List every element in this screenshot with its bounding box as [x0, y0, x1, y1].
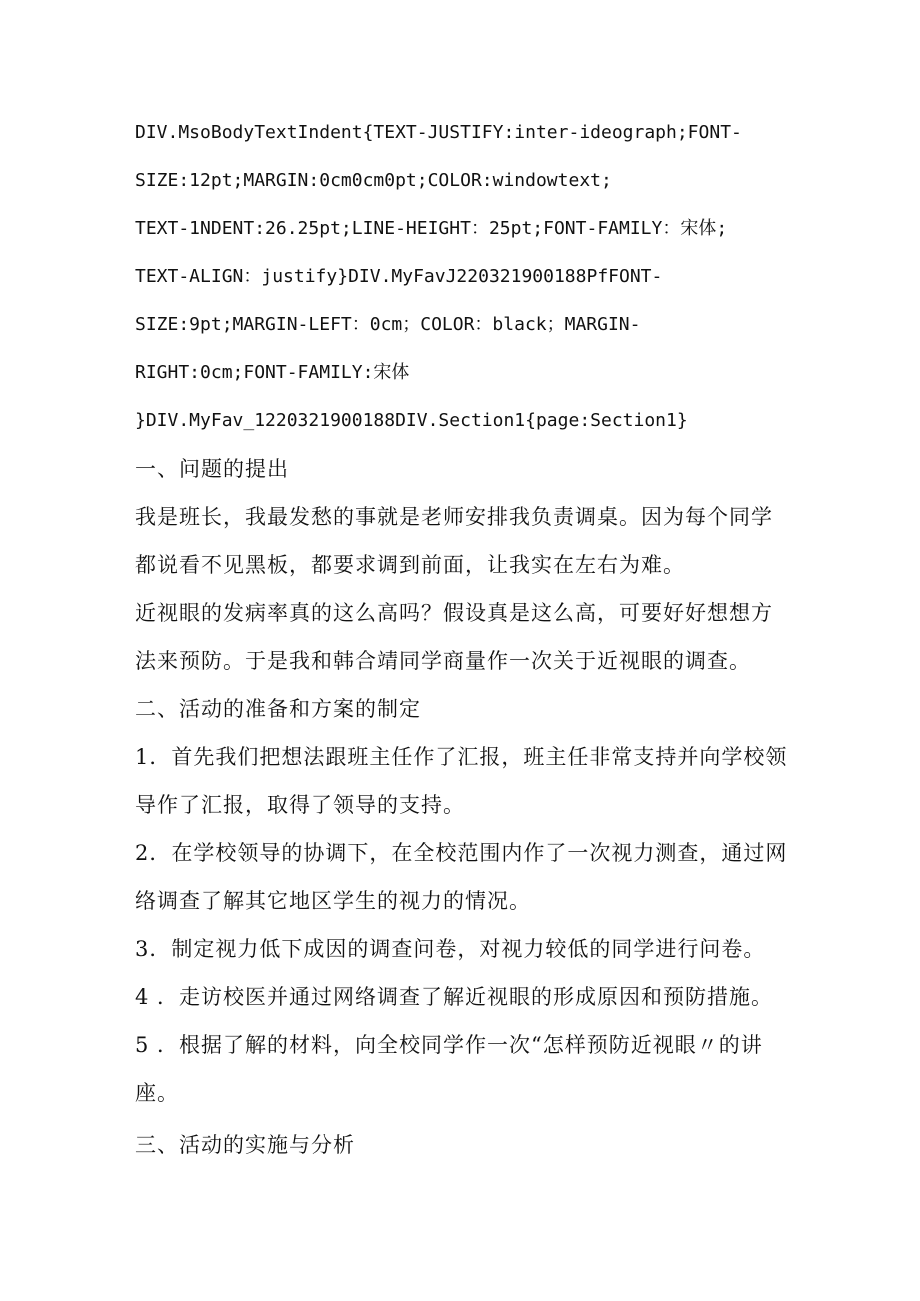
css-code-line-5: SIZE:9pt;MARGIN-LEFT：0cm；COLOR：black；MARGIN- — [135, 314, 641, 335]
paragraph-1-line-1: 我是班长，我最发愁的事就是老师安排我负责调桌。因为每个同学 — [135, 505, 773, 529]
css-code-line-4: TEXT-ALIGN：justify}DIV.MyFavJ220321900188PfFONT- — [135, 266, 663, 287]
paragraph-1-line-2: 都说看不见黑板，都要求调到前面，让我实在左右为难。 — [135, 553, 685, 577]
list-item-4: 4 ．走访校医并通过网络调查了解近视眼的形成原因和预防措施。 — [135, 985, 774, 1009]
list-item-1-line-2: 导作了汇报，取得了领导的支持。 — [135, 793, 465, 817]
section-heading-3: 三、活动的实施与分析 — [135, 1133, 355, 1157]
css-code-line-6: RIGHT:0cm;FONT-FAMILY:宋体 — [135, 362, 410, 383]
css-code-line-2: SIZE:12pt;MARGIN:0cm0cm0pt;COLOR:windowtext; — [135, 170, 612, 191]
list-item-5-line-1: 5 ．根据了解的材料，向全校同学作一次“怎样预防近视眼〃的讲 — [135, 1033, 763, 1057]
section-heading-2: 二、活动的准备和方案的制定 — [135, 697, 421, 721]
list-item-1-line-1: 1．首先我们把想法跟班主任作了汇报，班主任非常支持并向学校领 — [135, 745, 788, 769]
css-code-line-1: DIV.MsoBodyTextIndent{TEXT-JUSTIFY:inter-ideograph;FONT- — [135, 122, 742, 143]
list-item-3: 3．制定视力低下成因的调查问卷，对视力较低的同学进行问卷。 — [135, 937, 766, 961]
paragraph-2-line-2: 法来预防。于是我和韩合靖同学商量作一次关于近视眼的调查。 — [135, 649, 751, 673]
css-code-line-3: TEXT-1NDENT:26.25pt;LINE-HEIGHT：25pt;FONT-FAMILY：宋体; — [135, 218, 728, 239]
list-item-2-line-2: 络调查了解其它地区学生的视力的情况。 — [135, 889, 531, 913]
css-code-line-7: }DIV.MyFav_1220321900188DIV.Section1{page:Section1} — [135, 410, 688, 431]
paragraph-2-line-1: 近视眼的发病率真的这么高吗？假设真是这么高，可要好好想想方 — [135, 601, 773, 625]
section-heading-1: 一、问题的提出 — [135, 457, 289, 481]
list-item-5-line-2: 座。 — [135, 1081, 179, 1105]
list-item-2-line-1: 2．在学校领导的协调下，在全校范围内作了一次视力测查，通过网 — [135, 841, 788, 865]
